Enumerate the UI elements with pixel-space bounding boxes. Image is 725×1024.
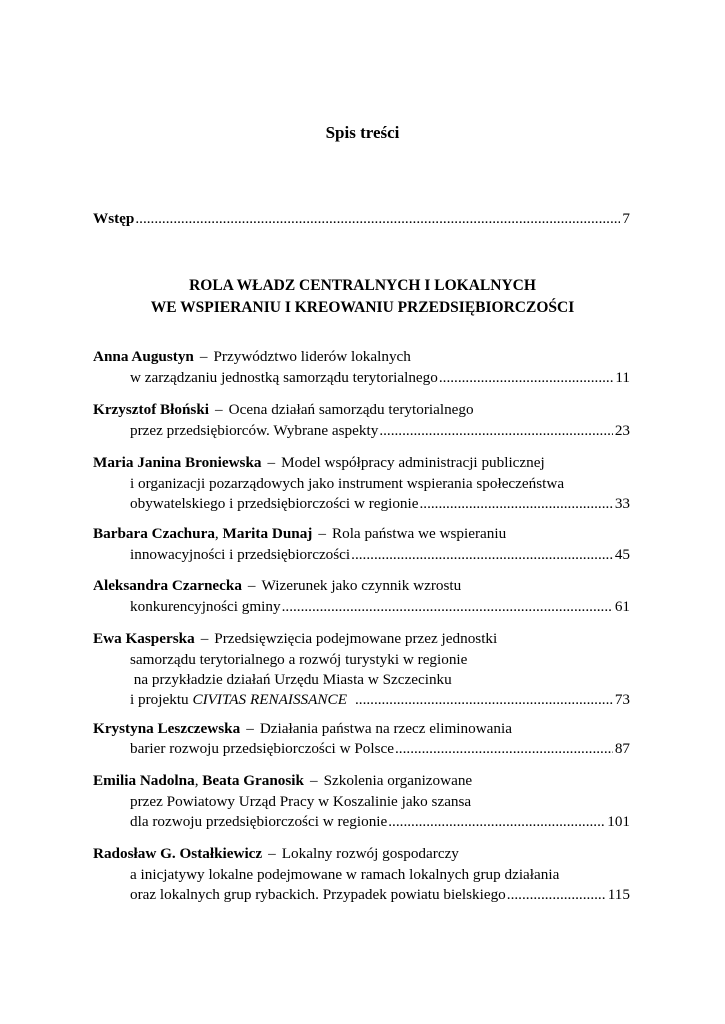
leader-dots <box>351 546 613 564</box>
toc-entry-first-line: Ewa Kasperska – Przedsięwzięcia podejmowane przez jednostki <box>93 630 498 647</box>
page-number: 101 <box>607 813 630 830</box>
toc-entry-last-line <box>130 598 630 616</box>
chapter-title: Model współpracy administracji publicznej <box>281 454 545 471</box>
leader-dots <box>282 598 613 616</box>
chapter-title: Szkolenia organizowane <box>323 772 473 789</box>
toc-entry-first-line: Emilia Nadolna, Beata Granosik – Szkolenia organizowane <box>93 772 473 789</box>
author-name: Radosław G. Ostałkiewicz <box>93 845 263 862</box>
author-name: Emilia Nadolna <box>93 772 195 789</box>
toc-entry-label: Wstęp <box>93 210 135 227</box>
toc-entry-intro[interactable] <box>93 210 630 228</box>
chapter-title-cont: obywatelskiego i przedsiębiorczości w regionie <box>130 495 419 512</box>
author-name: Barbara Czachura <box>93 525 215 542</box>
leader-dots <box>419 495 612 513</box>
toc-entry-first-line: Radosław G. Ostałkiewicz – Lokalny rozwój gospodarczy <box>93 845 459 862</box>
chapter-title-cont <box>130 691 347 709</box>
chapter-title: Przywództwo liderów lokalnych <box>213 348 411 365</box>
page-number: 73 <box>614 691 630 708</box>
chapter-title-cont: innowacyjności i przedsiębiorczości <box>130 546 351 563</box>
toc-entry-first-line: Krzysztof Błoński – Ocena działań samorządu terytorialnego <box>93 401 474 418</box>
chapter-title-cont: na przykładzie działań Urzędu Miasta w Szczecinku <box>130 671 452 688</box>
toc-entry-last-line <box>130 422 630 440</box>
chapter-title-prefix: i projektu <box>130 691 193 708</box>
toc-entry-last-line <box>130 495 630 513</box>
leader-dots <box>507 886 606 904</box>
leader-dots <box>388 813 605 831</box>
page-title: Spis treści <box>325 123 400 142</box>
toc-entry-first-line: Aleksandra Czarnecka – Wizerunek jako czynnik wzrostu <box>93 577 462 594</box>
author-name: Maria Janina Broniewska <box>93 454 262 471</box>
chapter-title-cont: w zarządzaniu jednostką samorządu terytorialnego <box>130 369 438 386</box>
chapter-title: Wizerunek jako czynnik wzrostu <box>261 577 462 594</box>
chapter-title: Lokalny rozwój gospodarczy <box>281 845 459 862</box>
author-name: Beata Granosik <box>202 772 304 789</box>
page-number: 7 <box>622 210 630 227</box>
author-name: Anna Augustyn <box>93 348 194 365</box>
chapter-title-cont: oraz lokalnych grup rybackich. Przypadek powiatu bielskiego <box>130 886 506 903</box>
toc-entry-first-line: Maria Janina Broniewska – Model współpracy administracji publicznej <box>93 454 545 471</box>
toc-entry-last-line <box>130 691 630 709</box>
author-name: Krystyna Leszczewska <box>93 720 241 737</box>
chapter-title: Przedsięwzięcia podejmowane przez jednostki <box>214 630 498 647</box>
section-heading-line-2: WE WSPIERANIU I KREOWANIU PRZEDSIĘBIORCZOŚCI <box>150 299 575 316</box>
page-number: 87 <box>614 740 630 757</box>
toc-entry-last-line <box>130 546 630 564</box>
chapter-title-cont: barier rozwoju przedsiębiorczości w Polsce <box>130 740 394 757</box>
chapter-title-cont: a inicjatywy lokalne podejmowane w ramach lokalnych grup działania <box>130 866 560 883</box>
leader-dots <box>439 369 614 387</box>
section-heading-line-1: ROLA WŁADZ CENTRALNYCH I LOKALNYCH <box>189 277 536 294</box>
leader-dots <box>379 422 613 440</box>
chapter-title: Ocena działań samorządu terytorialnego <box>228 401 474 418</box>
toc-entry-first-line: Krystyna Leszczewska – Działania państwa na rzecz eliminowania <box>93 720 512 737</box>
toc-entry-first-line: Barbara Czachura, Marita Dunaj – Rola państwa we wspieraniu <box>93 525 507 542</box>
toc-entry-last-line <box>130 886 630 904</box>
toc-entry-last-line <box>130 369 630 387</box>
chapter-title-cont: i organizacji pozarządowych jako instrument wspierania społeczeństwa <box>130 475 565 492</box>
author-name: Aleksandra Czarnecka <box>93 577 242 594</box>
chapter-title: Rola państwa we wspieraniu <box>331 525 507 542</box>
page-number: 11 <box>615 369 630 386</box>
chapter-title: Działania państwa na rzecz eliminowania <box>259 720 512 737</box>
page-number: 45 <box>614 546 630 563</box>
page-number: 33 <box>614 495 630 512</box>
author-name: Krzysztof Błoński <box>93 401 210 418</box>
page-number: 23 <box>614 422 630 439</box>
project-name: CIVITAS RENAISSANCE <box>192 691 347 708</box>
author-name: Ewa Kasperska <box>93 630 195 647</box>
toc-entry-first-line: Anna Augustyn – Przywództwo liderów lokalnych <box>93 348 411 365</box>
chapter-title-cont: samorządu terytorialnego a rozwój turystyki w regionie <box>130 651 468 668</box>
chapter-title-cont: przez Powiatowy Urząd Pracy w Koszalinie jako szansa <box>130 793 472 810</box>
page-number: 61 <box>614 598 630 615</box>
leader-dots <box>395 740 613 758</box>
page-number: 115 <box>607 886 630 903</box>
chapter-title-cont: dla rozwoju przedsiębiorczości w regionie <box>130 813 388 830</box>
chapter-title-cont: konkurencyjności gminy <box>130 598 281 615</box>
chapter-title-cont: przez przedsiębiorców. Wybrane aspekty <box>130 422 379 439</box>
author-name: Marita Dunaj <box>222 525 313 542</box>
toc-entry-last-line <box>130 740 630 758</box>
leader-dots <box>355 691 613 709</box>
toc-entry-last-line <box>130 813 630 831</box>
leader-dots <box>135 210 620 228</box>
